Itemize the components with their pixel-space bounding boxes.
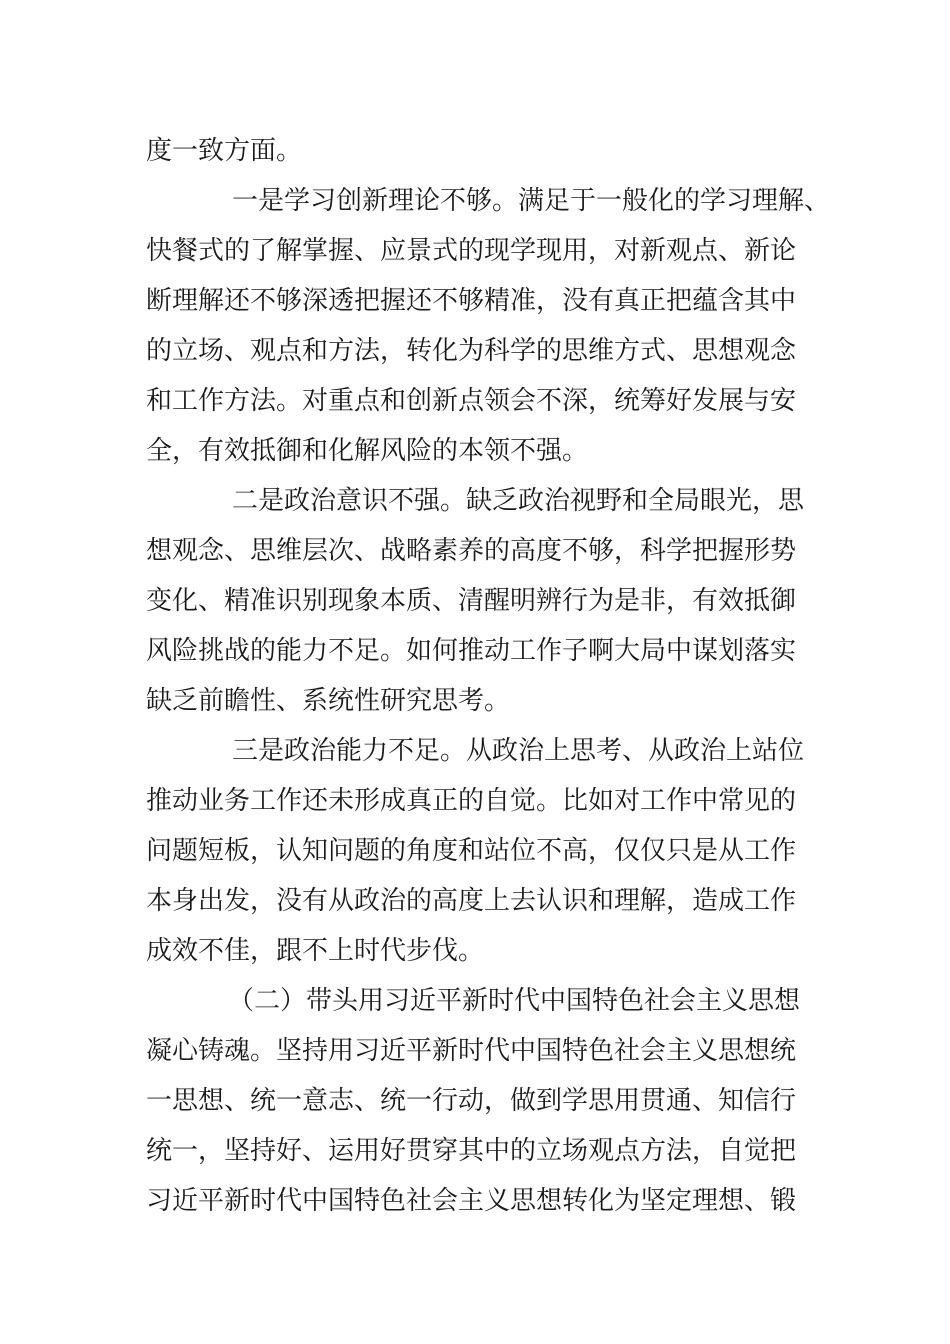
text-line: 变化、精准识别现象本质、清醒明辨行为是非，有效抵御 (146, 586, 797, 616)
text-line: 推动业务工作还未形成真正的自觉。比如对工作中常见的 (146, 786, 797, 816)
text-line: 本身出发，没有从政治的高度上去认识和理解，造成工作 (146, 886, 797, 916)
text-line: 问题短板，认知问题的角度和站位不高，仅仅只是从工作 (146, 836, 797, 866)
paragraph-first-line: 二是政治意识不强。缺乏政治视野和全局眼光，思 (232, 486, 805, 516)
text-line: 和工作方法。对重点和创新点领会不深，统筹好发展与安 (146, 386, 797, 416)
text-line: 统一，坚持好、运用好贯穿其中的立场观点方法，自觉把 (146, 1136, 797, 1166)
text-line: 成效不佳，跟不上时代步伐。 (146, 936, 485, 966)
paragraph-first-line: 一是学习创新理论不够。满足于一般化的学习理解、 (232, 186, 831, 216)
paragraph-first-line: 三是政治能力不足。从政治上思考、从政治上站位 (232, 736, 805, 766)
text-line: 的立场、观点和方法，转化为科学的思维方式、思想观念 (146, 336, 797, 366)
text-line: 想观念、思维层次、战略素养的高度不够，科学把握形势 (146, 536, 797, 566)
text-line: 快餐式的了解掌握、应景式的现学现用，对新观点、新论 (146, 236, 797, 266)
text-line: 风险挑战的能力不足。如何推动工作子啊大局中谋划落实 (146, 636, 797, 666)
text-line: 缺乏前瞻性、系统性研究思考。 (146, 686, 511, 716)
text-line: 断理解还不够深透把握还不够精准，没有真正把蕴含其中 (146, 286, 797, 316)
text-line: 一思想、统一意志、统一行动，做到学思用贯通、知信行 (146, 1086, 797, 1116)
text-line: 度一致方面。 (146, 136, 303, 166)
section-heading-line: （二）带头用习近平新时代中国特色社会主义思想 (228, 986, 801, 1016)
text-line: 习近平新时代中国特色社会主义思想转化为坚定理想、锻 (146, 1186, 797, 1216)
text-line: 全，有效抵御和化解风险的本领不强。 (146, 436, 589, 466)
text-line: 凝心铸魂。坚持用习近平新时代中国特色社会主义思想统 (146, 1036, 797, 1066)
